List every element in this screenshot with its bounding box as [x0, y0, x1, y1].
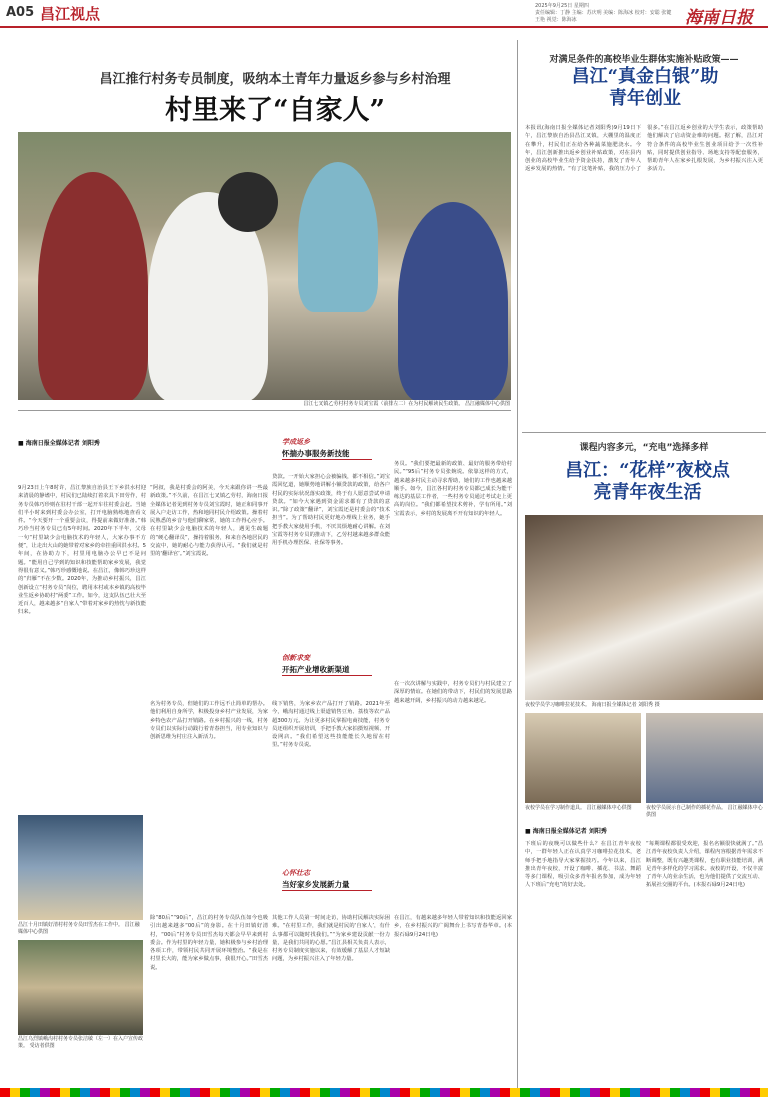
editor-credits: 责任编辑：丁静 主编：苏庆明 美编：陈海冰 校对：安聪 张键 王艳 视觉：陈海冰: [535, 10, 672, 23]
section1-title: 怀揣办事服务新技能: [282, 448, 372, 460]
column-name: 昌江视点: [40, 5, 101, 23]
right-photo3-caption: 夜校学员展示自己制作的插花作品。 昌江融媒体中心供图: [646, 805, 763, 818]
photo3-caption: 昌江乌烈镇峨沟村村务专员张洁敏（左一）在入户宣传政策。 受访者供图: [18, 1036, 144, 1049]
main-column-2: “阿叔，我是村委会的阿美，今天来跟你讲一些最新政策。”不久前，在昌江七叉镇乙劳村，海南日报全媒体记者见到村务专员刘宝霞时，她正和同事开展入户走访工作，热和地同村民介绍政策。操着村民熟悉的乡音与他们聊家常，她的工作得心应手。在村里缺少会电脑技术的年轻人，遇见生疏题的“硬心翻译员”，操持着服务，和来自各地居民的交流中，她的耐心与能力获得认可。“我们就是村里的‘翻译官’。”刘宝霞说。: [150, 485, 268, 558]
right-bottom-byline: ■ 海南日报全媒体记者 刘阳秀: [525, 828, 607, 835]
main-byline: ■ 海南日报全媒体记者 刘阳秀: [18, 440, 100, 447]
color-bar: [0, 1088, 768, 1097]
column-divider: [517, 40, 518, 1090]
main-title: 村里来了“自家人”: [164, 95, 386, 126]
main-column-3: 贷款。一开始大家担心会被骗钱，都不相信。”刘宝霞回忆道，她顺势地讲解小额贷款的政策，给各户村民的实际状况落实政策，终于有人愿意尝试申请贷款。“如今大家遇到资金需求都有了贷款的意识。”除了政策“翻译”，刘宝霞还是村委会的“技术担当”。为了帮助村民更好地办理线上业务，她手把手教大家使用手机，不厌其烦地耐心讲解。在刘宝霞等村务专员的推动下，乙劳村越来越多群众能用手机办理医保、社保等事务。: [272, 474, 390, 547]
main-column-3b: 线下销售，为家乡农产品打开了销路。2021年至今，峨沟村通过线上渠道销售豆角、荔枝等农产品超300万元。为让更多村民掌握电商技能，村务专员还组织开展培训，手把手教大家拍摄短视频、开设网店。“我们希望这些技能能长久地留在村里。”村务专员说。: [272, 701, 390, 749]
newspaper-logo: 海南日报: [685, 8, 753, 28]
issue-date: 2025年9月25日 星期四: [535, 3, 589, 9]
photo-tian-xuejie: [18, 815, 143, 920]
photo-zhang-jiemin: [18, 940, 143, 1035]
page-number: A05: [6, 5, 35, 20]
section2-label: 创新求变: [282, 654, 310, 662]
section2-title: 开拓产业增收新渠道: [282, 664, 372, 676]
header-info: [535, 3, 675, 24]
main-column-1: 9月23日上午8时许，昌江黎族自治县王下乡洪水村迎来清晨的静谧中，村民们已陆续打着农具下田劳作，村务专员韩巧珍则在驻村干部一起开车往村委会赶。当她们半小时来到村委会办公室，打开电脑熟练地查看文件。“今天要开一个重要会议，得提前来做好准备。”韩巧珍当村务专员已有5年时间。2020年下半年，父母一句“村里缺少会电脑技术的年轻人，大家办事不方便”，让走出大山的她带着对家乡的牵挂重回洪水村。5年间，在协助力下，村里用电脑办公早已不是问题。“能用自己学到的知识和技能帮助家乡发展，我觉得很有意义。”韩巧珍感慨地说。在昌江，像韩巧珍这样的“归雁”不在少数。2020年，为推动乡村振兴，昌江创新设立“村务专员”岗位，聘用本村或本乡镇的高校毕业生返乡协助村“两委”工作。如今，这支队伍已壮大至近百人，越来越多“自家人”带着对家乡的热忱与新技能归来。: [18, 485, 146, 616]
photo2-caption: 昌江十月田镇好清村村务专员田雪杰在工作中。 昌江融媒体中心供图: [18, 922, 140, 935]
main-photo-caption: 昌江七叉镇乙劳村村务专员刘宝霞（前排左二）在为村民解读民生政策。 昌江融媒体中心供图: [303, 401, 510, 407]
section1-label: 学成返乡: [282, 438, 310, 446]
night-school-craft-photo: [525, 713, 641, 803]
section3-label: 心怀壮志: [282, 869, 310, 877]
main-column-3c: 其他工作人员第一时间走访，协助村民解决实际困难。“在村里工作，我们就是村民的‘自家人’，有什么事都可以随时找我们。”“为家乡建设贡献一份力量，是我们共同的心愿。”昌江县相关负责人表示，村务专员制度实施以来，有效缓解了基层人才短缺问题，为乡村振兴注入了年轻力量。: [272, 915, 390, 963]
main-column-2c: 除“80后”“90后”，昌江的村务专员队伍如今也吸引出越来越多“00后”的身影。在十月田镇好清村，“00后”村务专员田雪杰每天都会早早来到村委会。作为村里的年轻力量，她积极参与乡村治理各项工作，带领村民共同开展环境整治。“我是在村里长大的，能为家乡做点事，我很开心。”田雪杰说。: [150, 915, 268, 971]
main-column-4c: 在昌江，有越来越多年轻人带着知识和技能返回家乡，在乡村振兴的广阔舞台上书写青春华章。(本报石碌9月24日电): [394, 915, 512, 938]
main-subtitle: 昌江推行村务专员制度，吸纳本土青年力量返乡参与乡村治理: [99, 72, 451, 87]
right-top-title: 昌江“真金白银”助青年创业: [571, 66, 719, 109]
main-photo: [18, 132, 511, 400]
page-header: [0, 0, 768, 28]
right-bottom-body-2: “每期课程都很受欢迎，报名名额很快就满了。”昌江青年夜校负责人介绍，课程内容根据青年需求不断调整，既有兴趣类课程，也有职业技能培训，满足青年多样化的学习需求。夜校的开设，不仅丰富了青年人的业余生活，也为他们提供了交流互动、拓展社交圈的平台。(本报石碌9月24日电): [646, 841, 763, 889]
right-top-subtitle: 对满足条件的高校毕业生群体实施补贴政策——: [549, 55, 739, 65]
main-column-4b: 在一次次讲解与实践中，村务专员们与村民建立了深厚的情谊。在她们的带动下，村民们的发展思路越来越开阔，乡村振兴的动力越来越足。: [394, 681, 512, 704]
night-school-flower-photo: [646, 713, 763, 803]
right-bottom-title: 昌江：“花样”夜校点亮青年夜生活: [565, 460, 730, 503]
right-photo-caption: 夜校学员学习咖啡拉花技术。 海南日报全媒体记者 刘阳秀 摄: [525, 702, 660, 708]
main-column-4: 务员。“我们要把最新的政策、最好的服务带给村民。”“95后”村务专员张婉说。依靠这样的方式，越来越多村民主动寻求帮助，她们的工作也越来越顺手。如今，昌江各村的村务专员都已成长为能干练达的基层工作者，一些村务专员通过考试走上更高的岗位。“我们都希望技术剪补，学有所用。”刘宝霞表示，乡村的发展离不开有知识的年轻人。: [394, 461, 512, 517]
right-bottom-subtitle: 课程内容多元，“充电”选择多样: [579, 443, 709, 453]
right-top-body: 本报讯(海南日报全媒体记者刘阳秀)9月19日下午，昌江黎族自治县昌江叉镇，大棚里的温度正在攀升，村民们正在给各种蔬菜施肥浇水。今年，昌江创新推出返乡创业补贴政策，对在县内创业的高校毕业生给予资金扶持，激发了青年人返乡发展的热情。“有了这笔补贴，我的压力小了很多。”在昌江返乡创业的大学生表示，政策帮助他们解决了启动资金难的问题。据了解，昌江对符合条件的高校毕业生创业项目给予一次性补贴，同时提供创业指导、场地支持等配套服务，帮助青年人在家乡扎根发展，为乡村振兴注入更多活力。: [525, 125, 763, 173]
right-photo2-caption: 夜校学员在学习制作道具。 昌江融媒体中心供图: [525, 805, 632, 811]
section3-title: 当好家乡发展新力量: [282, 879, 372, 891]
right-divider: [522, 432, 766, 433]
divider: [18, 410, 511, 411]
night-school-coffee-photo: [525, 515, 763, 700]
right-bottom-body-1: 下班后的夜晚可以做些什么？在昌江青年夜校中，一群年轻人正在认真学习咖啡拉花技术，老师手把手地指导大家掌握技巧。今年以来，昌江推出青年夜校，开设了咖啡、插花、书法、舞蹈等多门课程，吸引众多青年报名参加，成为年轻人下班后“充电”的好去处。: [525, 841, 641, 889]
main-column-2b: 名为村务专员，但她们的工作远不止简单的帮办。他们利用自身所学，积极投身乡村产业发展，为家乡特色农产品打开销路。在乡村振兴的一线，村务专员们以实际行动践行着青春担当，用专业知识与创新思维为村庄注入新活力。: [150, 701, 268, 741]
